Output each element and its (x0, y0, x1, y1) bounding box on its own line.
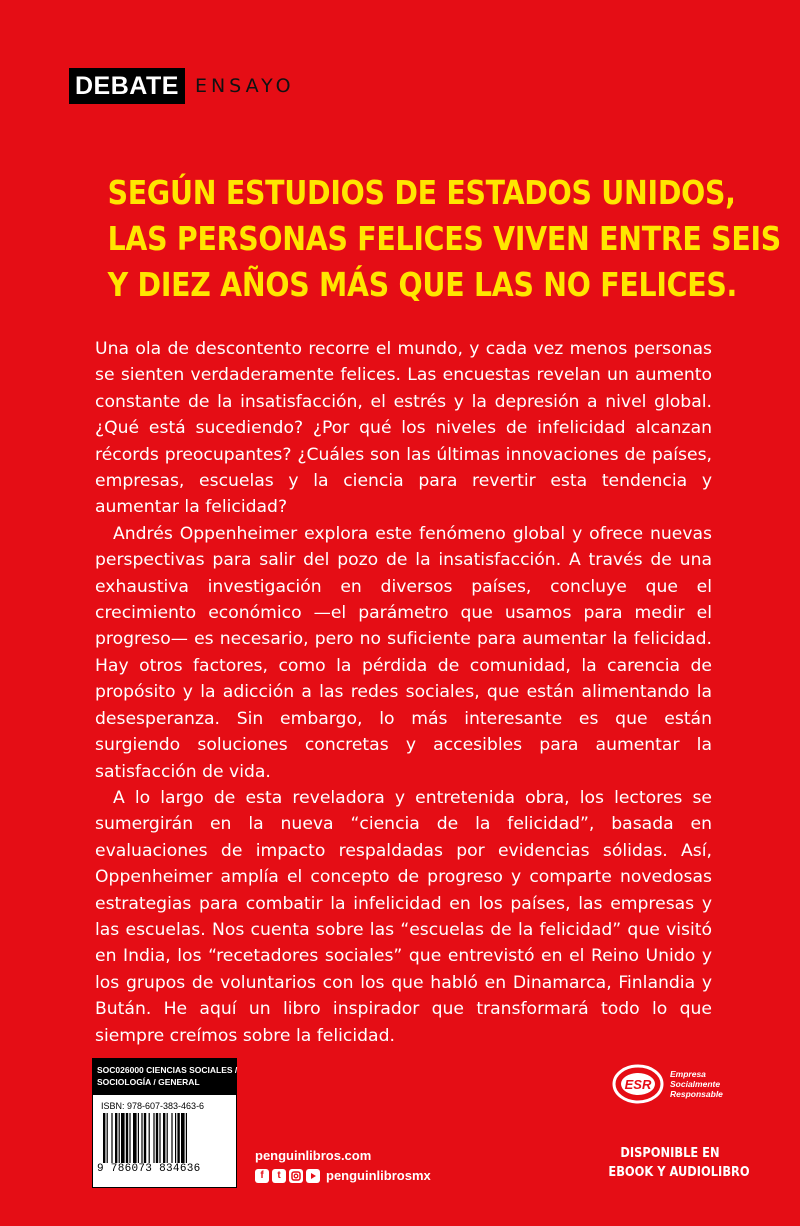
twitter-icon[interactable]: t (272, 1169, 286, 1183)
esr-logo-icon (612, 1064, 664, 1104)
barcode-block (92, 1058, 237, 1188)
social-handle[interactable]: penguinlibrosmx (326, 1168, 431, 1183)
synopsis-paragraph: A lo largo de esta reveladora y entretenida obra, los lectores se sumergirán en la nueva “ciencia de la felicidad”, basada en evaluaciones de impacto respaldadas por evidencias sólidas. Así, Oppenheimer amplía el concepto de progreso y comparte novedosas estrategias para combatir la infelicidad en los países, las empresas y las escuelas. Nos cuenta sobre las “escuelas de la felicidad” que visitó en India, los “recetadores sociales” que entrevistó en el Reino Unido y los grupos de voluntarios con los que habló en Dinamarca, Finlandia y Bután. He aquí un libro inspirador que transformará todo lo que siempre creímos sobre la felicidad. (95, 787, 712, 1046)
synopsis-paragraph: Una ola de descontento recorre el mundo, y cada vez menos personas se sienten verdaderamente felices. Las encuestas revelan un aumento constante de la insatisfacción, el estrés y la depresión a nivel global. ¿Qué está sucediendo? ¿Por qué los niveles de infelicidad alcanzan récords preocupantes? ¿Cuáles son las últimas innovaciones de países, empresas, escuelas y la ciencia para revertir esta tendencia y aumentar la felicidad? (95, 339, 712, 518)
facebook-icon[interactable]: f (255, 1169, 269, 1183)
headline-line: Y DIEZ AÑOS MÁS QUE LAS NO FELICES. (107, 265, 738, 304)
synopsis-paragraph: Andrés Oppenheimer explora este fenómeno global y ofrece nuevas perspectivas para salir del pozo de la insatisfacción. A través de una exhaustiva investigación en diversos países, concluye que el crecimiento económico —el parámetro que usamos para medir el progreso— es necesario, pero no suficiente para aumentar la felicidad. Hay otros factores, como la pérdida de comunidad, la carencia de propósito y la adicción a las redes sociales, que están alimentando la desesperanza. Sin embargo, lo más interesante es que están surgiendo soluciones concretas y accesibles para aumentar la satisfacción de vida. (95, 523, 712, 782)
esr-caption-line: Responsable (670, 1089, 723, 1099)
esr-seal (612, 1064, 723, 1104)
headline-line: SEGÚN ESTUDIOS DE ESTADOS UNIDOS, (107, 173, 736, 212)
publisher-brand (69, 68, 295, 104)
headline (107, 170, 781, 308)
availability-note (608, 1144, 750, 1182)
barcode-digits: 9 786073 834636 (97, 1163, 201, 1175)
esr-caption-line: Socialmente (670, 1079, 721, 1089)
barcode-bars (103, 1113, 227, 1163)
instagram-icon[interactable] (289, 1169, 303, 1183)
isbn-label: ISBN: 978-607-383-463-6 (101, 1101, 205, 1111)
social-links (255, 1168, 431, 1183)
bisac-category (93, 1059, 236, 1095)
synopsis (95, 336, 712, 1049)
esr-caption (670, 1069, 723, 1099)
collection-label: ENSAYO (194, 75, 295, 97)
esr-badge-text: ESR (624, 1077, 652, 1092)
youtube-icon[interactable] (306, 1169, 320, 1183)
bisac-line: SOCIOLOGÍA / GENERAL (97, 1077, 200, 1087)
website-link[interactable]: penguinlibros.com (255, 1148, 372, 1163)
esr-caption-line: Empresa (670, 1069, 706, 1079)
bisac-line: SOC026000 CIENCIAS SOCIALES / (97, 1065, 238, 1075)
availability-line: EBOOK Y AUDIOLIBRO (608, 1165, 750, 1180)
headline-line: LAS PERSONAS FELICES VIVEN ENTRE SEIS (107, 219, 781, 258)
publisher-logo: DEBATE (69, 68, 185, 104)
availability-line: DISPONIBLE EN (620, 1146, 720, 1161)
